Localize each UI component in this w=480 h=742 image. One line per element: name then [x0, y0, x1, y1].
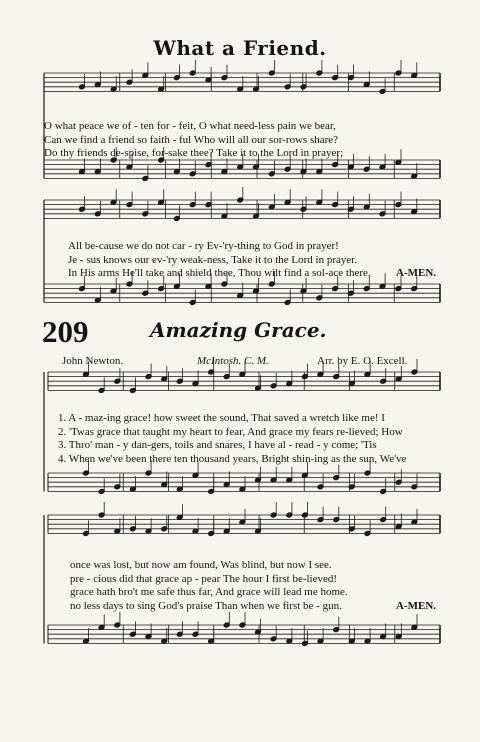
lyrics-system-1: [44, 120, 444, 161]
lyric-line: 1. A - maz-ing grace! how sweet the sound, That saved a wretch like me! I: [58, 412, 385, 424]
lyric-line: All be-cause we do not car - ry Ev-'ry-thing to God in prayer!: [68, 240, 339, 252]
hymn-number: 209: [42, 314, 89, 349]
lyric-line: Do thy friends de-spise, for-sake thee? Take it to the Lord in prayer;: [44, 147, 344, 159]
arranger-credit: Arr. by E. O. Excell.: [317, 355, 408, 367]
lyric-line: once was lost, but now am found, Was blind, but now I see.: [70, 559, 332, 571]
author-credit: John Newton.: [62, 355, 124, 367]
lyric-line: In His arms He'll take and shield thee, Thou wilt find a sol-ace there.: [68, 267, 371, 279]
amen-text: A-MEN.: [396, 267, 437, 279]
lyric-line: O what peace we of - ten for - feit, O what need-less pain we bear,: [44, 120, 336, 132]
tune-name: McIntosh. C. M.: [197, 355, 269, 367]
lyric-line: Je - sus knows our ev-'ry weak-ness, Take it to the Lord in prayer.: [68, 253, 358, 266]
amen-text: A-MEN.: [396, 600, 437, 612]
lyrics-system-3: [58, 412, 458, 466]
lyric-line: no less days to sing God's praise Than when we first be - gun.: [70, 599, 342, 612]
lyric-line: 4. When we've been there ten thousand years, Bright shin-ing as the sun, We've: [58, 452, 407, 465]
lyric-line: 3. Thro' man - y dan-gers, toils and snares, I have al - read - y come; 'Tis: [58, 439, 377, 451]
lyric-line: 2. 'Twas grace that taught my heart to fear, And grace my fears re-lieved; How: [58, 425, 403, 438]
hymn-title-amazing-grace: Amazing Grace.: [150, 318, 327, 342]
lyric-line: Can we find a friend so faith - ful Who will all our sor-rows share?: [44, 133, 339, 146]
lyric-line: pre - cious did that grace ap - pear The hour I first be-lieved!: [70, 572, 338, 585]
hymn-title-what-a-friend: What a Friend.: [153, 36, 327, 60]
lyric-line: grace hath bro't me safe thus far, And grace will lead me home.: [70, 586, 348, 598]
